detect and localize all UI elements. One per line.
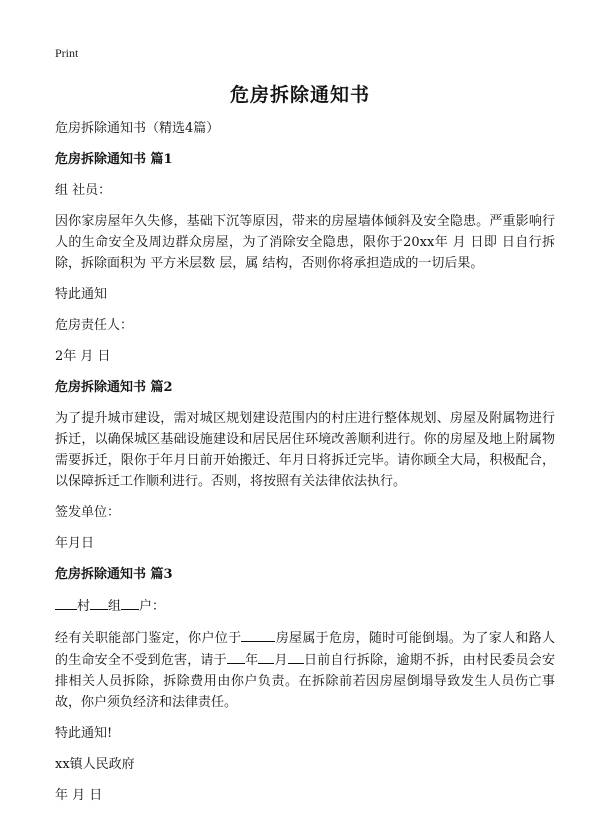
section-3-heading: 危房拆除通知书 篇3	[55, 567, 173, 582]
day-blank	[288, 649, 304, 664]
body-part-5: 日前自行拆除，逾期不拆，由村民委员会安排相关人员拆除，拆除费用由你户负责。在拆除前若因房屋倒塌导致发生人员伤亡事故，你户须负经济和法律责任。	[55, 653, 555, 710]
address-group-label: 组	[108, 599, 122, 614]
section-3-address	[55, 595, 555, 617]
body-part-1: 经有关职能部门鉴定，你户位于	[55, 631, 242, 646]
print-label[interactable]: Print	[55, 46, 79, 60]
month-blank	[258, 649, 274, 664]
section-1-heading: 危房拆除通知书 篇1	[55, 152, 173, 167]
section-1-body: 因你家房屋年久失修，基础下沉等原因，带来的房屋墙体倾斜及安全隐患。严重影响行人的生命安全及周边群众房屋，为了消除安全隐患，限你于20xx年 月 日即 日自行拆除，拆除面积为 平方米层数 层，属 结构，否则你将承担造成的一切后果。	[55, 214, 555, 271]
section-2-signer: 签发单位：	[55, 505, 121, 520]
body-part-3: 年	[244, 653, 259, 668]
household-blank	[121, 595, 139, 610]
document-content	[55, 118, 555, 816]
document-title: 危房拆除通知书	[229, 84, 370, 106]
body-part-2: 房屋属于危房，随时可能倒塌。为了家人和路人的生命安全不受到危害，请于	[55, 631, 555, 668]
section-2-date: 年月日	[55, 536, 95, 551]
location-blank	[241, 627, 275, 642]
year-blank	[227, 649, 245, 664]
section-2-body: 为了提升城市建设，需对城区规划建设范围内的村庄进行整体规划、房屋及附属物进行拆迁，以确保城区基础设施建设和居民居住环境改善顺利进行。你的房屋及地上附属物需要拆迁，限你于年月日前开始搬迁、年月日将拆迁完毕。请你顾全大局，积极配合，以保障拆迁工作顺利进行。否则，将按照有关法律依法执行。	[55, 411, 555, 489]
section-3-date: 年 月 日	[55, 788, 103, 803]
address-village-label: 村	[77, 599, 91, 614]
section-3-notice: 特此通知!	[55, 726, 113, 741]
group-blank	[90, 595, 108, 610]
body-part-4: 月	[274, 653, 288, 668]
address-household-label: 户：	[139, 599, 166, 614]
village-blank	[55, 595, 77, 610]
section-1-date: 2年 月 日	[55, 349, 111, 364]
section-1-greeting: 组 社员：	[55, 183, 112, 198]
section-2-heading: 危房拆除通知书 篇2	[55, 380, 173, 395]
section-1-notice: 特此通知	[55, 287, 108, 302]
section-1-signer: 危房责任人：	[55, 318, 134, 333]
section-3-signer: xx镇人民政府	[55, 757, 135, 772]
section-3-body	[55, 627, 555, 713]
document-subtitle: 危房拆除通知书（精选4篇）	[55, 121, 220, 136]
